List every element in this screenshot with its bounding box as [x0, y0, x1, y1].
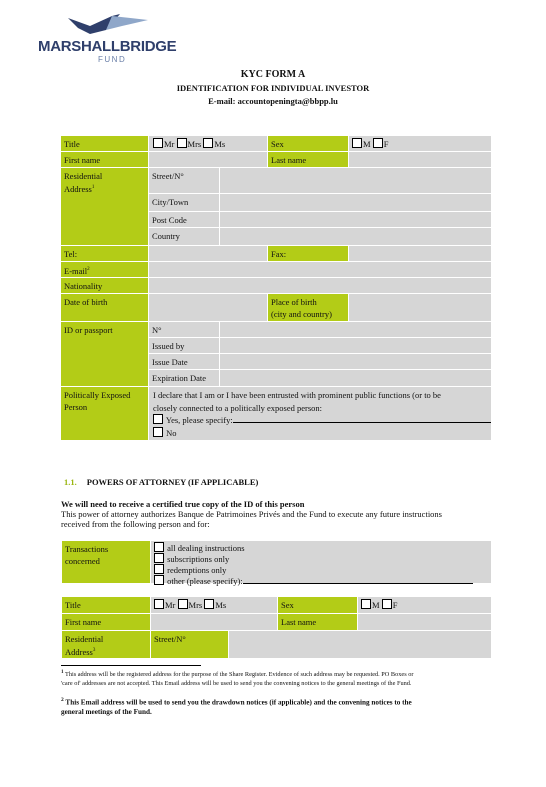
pep-no-option[interactable]: [153, 427, 491, 440]
attorney-f-label: F: [392, 600, 398, 610]
pep-declare-line1: I declare that I am or I have been entrusted with prominent public functions (or to be: [153, 390, 441, 400]
transactions-label: [62, 541, 150, 583]
opt-other[interactable]: [154, 575, 491, 586]
form-subtitle: IDENTIFICATION FOR INDIVIDUAL INVESTOR: [176, 83, 370, 93]
poa-bold-line: We will need to receive a certified true copy of the ID of this person: [61, 499, 305, 509]
title-options[interactable]: [149, 136, 267, 151]
attorney-ms-checkbox[interactable]: [204, 599, 214, 609]
tel-field[interactable]: [149, 246, 267, 261]
pep-label: [61, 387, 148, 440]
attorney-first-name-field[interactable]: [151, 614, 277, 630]
id-passport-label: ID or passport: [61, 322, 148, 386]
m-checkbox[interactable]: [352, 138, 362, 148]
attorney-last-name-field[interactable]: [358, 614, 491, 630]
opt-redemptions[interactable]: [154, 564, 491, 575]
street-field[interactable]: [220, 168, 491, 193]
email-label: [61, 262, 148, 277]
email-field[interactable]: [149, 262, 491, 277]
attorney-street-label: Street/N°: [151, 631, 228, 658]
footnote-ref-2: 2: [87, 267, 90, 272]
attorney-m-label: M: [372, 600, 380, 610]
pep-yes-label: Yes, please specify:: [165, 415, 233, 425]
f-checkbox[interactable]: [373, 138, 383, 148]
country-field[interactable]: [220, 228, 491, 245]
nationality-label: Nationality: [61, 278, 148, 293]
issued-by-label: Issued by: [149, 338, 219, 353]
expiration-date-field[interactable]: [220, 370, 491, 386]
subscriptions-checkbox[interactable]: [154, 553, 164, 563]
logo-sub: FUND: [98, 55, 127, 64]
dob-label: Date of birth: [61, 294, 148, 321]
ms-checkbox[interactable]: [203, 138, 213, 148]
form-title: KYC FORM A: [240, 69, 306, 80]
poa-heading-number: 1.1.: [64, 477, 77, 487]
title-label: Title: [61, 136, 148, 151]
poa-paragraph-line2: received from the following person and for:: [61, 519, 210, 529]
opt-subscriptions[interactable]: [154, 553, 491, 564]
address-label: Address: [64, 183, 92, 194]
id-no-field[interactable]: [220, 322, 491, 337]
footnote-ref-3: 3: [92, 648, 96, 653]
sex-options[interactable]: [349, 136, 491, 151]
attorney-residential-address-label: [62, 631, 150, 658]
attorney-mrs-label: Mrs: [188, 600, 203, 610]
tel-label: Tel:: [61, 246, 148, 261]
subscriptions-label: subscriptions only: [167, 554, 230, 564]
mr-label: Mr: [164, 139, 175, 149]
footnote-1-line2: 'care of' addresses are not accepted. This Email address will be used to send you the convening notices to the general meetings of the Fund.: [61, 679, 412, 687]
attorney-mrs-checkbox[interactable]: [178, 599, 188, 609]
footnote-1: [61, 669, 501, 688]
pep-specify-line[interactable]: [233, 414, 491, 423]
footnote-1-marker: 1: [61, 670, 64, 675]
attorney-last-name-label: Last name: [278, 614, 357, 630]
m-label: M: [363, 139, 371, 149]
nationality-field[interactable]: [149, 278, 491, 293]
pep-yes-option[interactable]: [153, 414, 491, 427]
ms-label: Ms: [214, 139, 226, 149]
attorney-street-field[interactable]: [229, 631, 491, 658]
issued-by-field[interactable]: [220, 338, 491, 353]
pob-label-line2: (city and country): [271, 309, 332, 319]
poa-heading: [64, 476, 258, 488]
logo-mark-icon: [68, 12, 148, 40]
form-email: E-mail: accountopeningta@bbpp.lu: [208, 96, 338, 106]
attorney-m-checkbox[interactable]: [361, 599, 371, 609]
street-label: Street/N°: [149, 168, 219, 193]
mrs-label: Mrs: [187, 139, 202, 149]
pep-yes-checkbox[interactable]: [153, 414, 163, 424]
mr-checkbox[interactable]: [153, 138, 163, 148]
attorney-address-label: Address: [65, 646, 93, 657]
fax-label: Fax:: [268, 246, 348, 261]
logo-name: MARSHALLBRIDGE: [38, 38, 177, 55]
city-label: City/Town: [149, 194, 219, 211]
other-specify-line[interactable]: [243, 575, 473, 584]
attorney-sex-label: Sex: [278, 597, 357, 613]
other-checkbox[interactable]: [154, 575, 164, 585]
city-field[interactable]: [220, 194, 491, 211]
id-no-label: N°: [149, 322, 219, 337]
attorney-f-checkbox[interactable]: [382, 599, 392, 609]
attorney-first-name-label: First name: [62, 614, 150, 630]
footnote-ref-1: 1: [91, 185, 95, 190]
first-name-label: First name: [61, 152, 148, 167]
all-dealing-label: all dealing instructions: [167, 543, 245, 553]
logo: [38, 12, 178, 64]
attorney-mr-label: Mr: [165, 600, 176, 610]
other-label: other (please specify):: [167, 576, 243, 586]
footnote-divider: [61, 665, 201, 666]
attorney-ms-label: Ms: [215, 600, 227, 610]
footnote-2-line2: general meetings of the Fund.: [61, 707, 152, 716]
attorney-title-label: Title: [62, 597, 150, 613]
country-label: Country: [149, 228, 219, 245]
residential-address-label: [61, 168, 148, 245]
mrs-checkbox[interactable]: [177, 138, 187, 148]
expiration-date-label: Expiration Date: [149, 370, 219, 386]
issue-date-field[interactable]: [220, 354, 491, 369]
pep-no-label: No: [166, 427, 177, 438]
attorney-sex-options[interactable]: [358, 597, 491, 613]
last-name-label: Last name: [268, 152, 348, 167]
footnote-2: [61, 696, 501, 717]
transactions-label-line1: Transactions: [65, 544, 109, 554]
all-dealing-checkbox[interactable]: [154, 542, 164, 552]
transactions-options: [151, 541, 491, 586]
f-label: F: [383, 139, 389, 149]
redemptions-label: redemptions only: [167, 565, 227, 575]
pep-label-line2: Person: [64, 402, 88, 412]
pob-label: [268, 294, 348, 321]
pep-label-line1: Politically Exposed: [64, 390, 131, 400]
dob-field[interactable]: [149, 294, 267, 321]
attorney-title-options[interactable]: [151, 597, 277, 613]
issue-date-label: Issue Date: [149, 354, 219, 369]
footnote-2-marker: 2: [61, 697, 64, 703]
footnote-1-line1: This address will be the registered address for the purpose of the Share Register. Evidence of such address may be requested. PO Boxes or: [64, 671, 414, 679]
redemptions-checkbox[interactable]: [154, 564, 164, 574]
residential-label: Residential: [64, 171, 103, 181]
fax-field[interactable]: [349, 246, 491, 261]
attorney-residential-label: Residential: [65, 634, 104, 644]
sex-label: Sex: [268, 136, 348, 151]
first-name-field[interactable]: [149, 152, 267, 167]
post-code-field[interactable]: [220, 212, 491, 227]
post-code-label: Post Code: [149, 212, 219, 227]
footnote-2-line1: This Email address will be used to send you the drawdown notices (if applicable) and the convening notices to the: [65, 698, 412, 707]
pep-declaration: [149, 387, 491, 440]
opt-all-dealing[interactable]: [154, 542, 491, 553]
poa-heading-text: POWERS OF ATTORNEY (IF APPLICABLE): [86, 477, 259, 487]
last-name-field[interactable]: [349, 152, 491, 167]
poa-paragraph-line1: This power of attorney authorizes Banque de Patrimoines Privés and the Fund to execute any future instructions: [61, 509, 442, 519]
attorney-mr-checkbox[interactable]: [154, 599, 164, 609]
pep-no-checkbox[interactable]: [153, 427, 163, 437]
transactions-label-line2: concerned: [65, 556, 100, 566]
pob-label-line1: Place of birth: [271, 297, 317, 307]
pep-declare-line2: closely connected to a politically exposed person:: [153, 402, 323, 413]
email-label-text: E-mail: [64, 265, 88, 276]
pob-field[interactable]: [349, 294, 491, 321]
